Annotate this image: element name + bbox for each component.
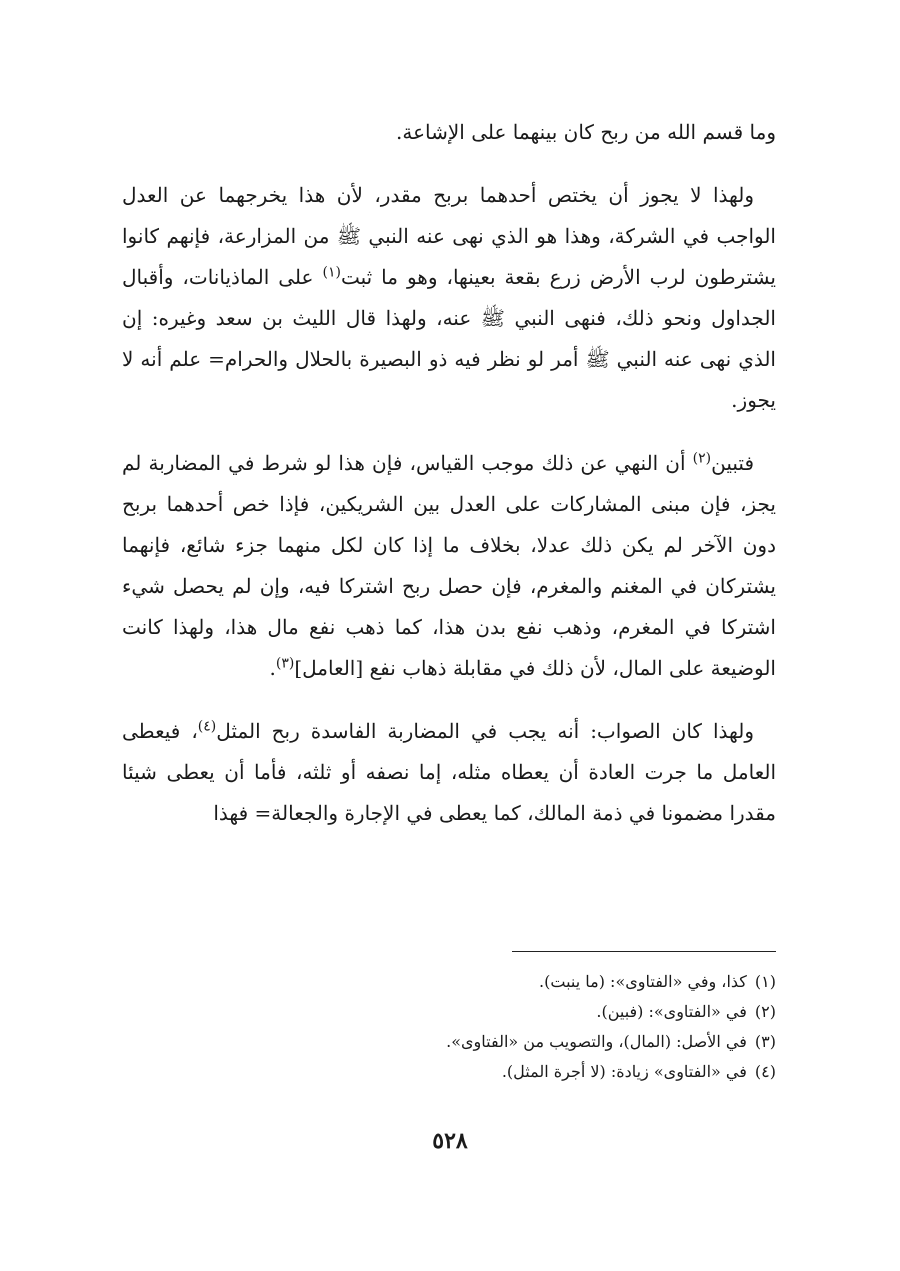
footnote-number: (٣) bbox=[754, 1032, 776, 1051]
main-text bbox=[122, 112, 776, 856]
footnotes bbox=[122, 967, 776, 1087]
paragraph-text: على الماذيانات، وأقبال الجداول ونحو ذلك، فنهى النبي ﷺ عنه، ولهذا قال الليث بن سعد وغيره: إن الذي نهى عنه النبي ﷺ أمر لو نظر فيه ذو البصيرة بالحلال والحرام= علم أنه لا يجوز. bbox=[122, 265, 776, 412]
footnote-number: (١) bbox=[754, 972, 776, 991]
paragraph-1 bbox=[122, 112, 776, 153]
footnote-2 bbox=[122, 997, 776, 1027]
footnote-text: في «الفتاوى»: (فبين). bbox=[596, 1002, 747, 1021]
footnote-divider bbox=[512, 951, 776, 952]
paragraph-4 bbox=[122, 711, 776, 834]
paragraph-text: ولهذا كان الصواب: أنه يجب في المضاربة الفاسدة ربح المثل bbox=[216, 719, 754, 743]
page-number: ٥٢٨ bbox=[432, 1128, 468, 1154]
footnote-1 bbox=[122, 967, 776, 997]
footnote-ref-3: (٣) bbox=[275, 655, 295, 672]
footnote-number: (٢) bbox=[754, 1002, 776, 1021]
paragraph-text: . bbox=[269, 656, 276, 680]
paragraph-2 bbox=[122, 175, 776, 421]
footnote-4 bbox=[122, 1057, 776, 1087]
footnote-ref-2: (٢) bbox=[692, 450, 712, 467]
paragraph-text: ، فيعطى العامل ما جرت العادة أن يعطاه مثله، إما نصفه أو ثلثه، فأما أن يعطى شيئا مقدرا مضمونا في ذمة المالك، كما يعطى في الإجارة والجعالة= فهذا bbox=[122, 719, 776, 825]
footnote-text: في «الفتاوى» زيادة: (لا أجرة المثل). bbox=[501, 1062, 747, 1081]
footnote-ref-1: (١) bbox=[322, 264, 341, 281]
paragraph-text: فتبين bbox=[711, 451, 754, 475]
paragraph-text: أن النهي عن ذلك موجب القياس، فإن هذا لو شرط في المضاربة لم يجز، فإن مبنى المشاركات على العدل بين الشريكين، فإذا خص أحدهما بربح دون الآخر لم يكن ذلك عدلا، بخلاف ما إذا كان لكل منهما جزء شائع، فإنهما يشتركان في المغنم والمغرم، فإن حصل ربح اشتركا فيه، وإن لم يحصل شيء اشتركا في المغرم، وذهب نفع بدن هذا، كما ذهب نفع مال هذا، ولهذا كانت الوضيعة على المال، لأن ذلك في مقابلة ذهاب نفع [العامل] bbox=[122, 451, 776, 680]
footnote-number: (٤) bbox=[754, 1062, 776, 1081]
footnote-ref-4: (٤) bbox=[197, 718, 217, 735]
paragraph-3 bbox=[122, 443, 776, 689]
paragraph-text: وما قسم الله من ربح كان بينهما على الإشاعة. bbox=[396, 120, 776, 144]
footnote-3 bbox=[122, 1027, 776, 1057]
footnote-text: في الأصل: (المال)، والتصويب من «الفتاوى». bbox=[446, 1032, 747, 1051]
paragraph-text: ولهذا لا يجوز أن يختص أحدهما بربح مقدر، لأن هذا يخرجهما عن العدل الواجب في الشركة، وهذا هو الذي نهى عنه النبي ﷺ من المزارعة، فإنهم كانوا يشترطون لرب الأرض زرع بقعة بعينها، وهو ما ثبت bbox=[122, 183, 776, 289]
footnote-text: كذا، وفي «الفتاوى»: (ما ينبت). bbox=[539, 972, 747, 991]
